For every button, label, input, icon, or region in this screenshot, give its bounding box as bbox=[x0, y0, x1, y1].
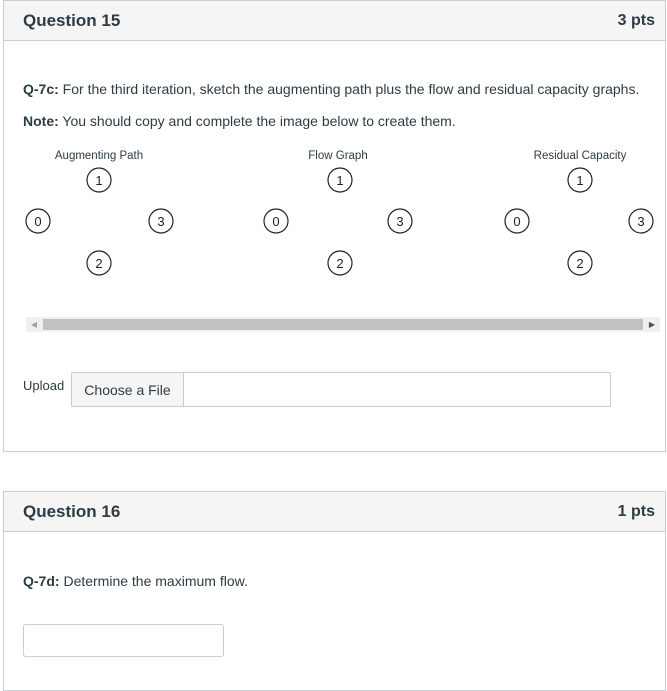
flow-graph bbox=[264, 150, 412, 275]
scroll-right-arrow-icon[interactable]: ▶ bbox=[648, 320, 656, 329]
question-16-header bbox=[4, 492, 665, 532]
question-15-card bbox=[3, 0, 666, 452]
node-label: 1 bbox=[95, 173, 103, 188]
node-3 bbox=[149, 209, 173, 233]
node-2 bbox=[568, 251, 592, 275]
graph-image bbox=[4, 1, 665, 301]
question-15-note-label: Note: bbox=[23, 113, 59, 129]
node-3 bbox=[629, 209, 653, 233]
question-15-prompt-text: For the third iteration, sketch the augmenting path plus the flow and residual capacity graphs. bbox=[58, 81, 640, 97]
residual-capacity-graph bbox=[505, 150, 653, 275]
node-label: 2 bbox=[95, 256, 103, 271]
node-label: 2 bbox=[576, 256, 584, 271]
node-label: 1 bbox=[336, 173, 344, 188]
flow-graph-title: Flow Graph bbox=[308, 150, 368, 162]
augmenting-path-title: Augmenting Path bbox=[54, 150, 144, 162]
choose-file-button[interactable]: Choose a File bbox=[72, 373, 184, 406]
node-0 bbox=[26, 209, 50, 233]
node-label: 0 bbox=[272, 214, 280, 229]
node-2 bbox=[87, 251, 111, 275]
scrollbar-thumb[interactable] bbox=[43, 319, 643, 330]
question-16-card bbox=[3, 491, 666, 691]
question-16-title: Question 16 bbox=[23, 501, 121, 521]
question-15-title: Question 15 bbox=[23, 10, 121, 30]
question-16-points: 1 pts bbox=[617, 502, 655, 520]
node-3 bbox=[388, 209, 412, 233]
upload-label: Upload bbox=[23, 378, 65, 393]
residual-capacity-title: Residual Capacity bbox=[533, 150, 627, 162]
node-label: 3 bbox=[637, 214, 645, 229]
node-0 bbox=[505, 209, 529, 233]
node-0 bbox=[264, 209, 288, 233]
augmenting-path-graph bbox=[26, 150, 173, 275]
file-upload-field[interactable] bbox=[71, 372, 611, 407]
node-2 bbox=[328, 251, 352, 275]
node-1 bbox=[328, 168, 352, 192]
question-15-points: 3 pts bbox=[617, 11, 655, 29]
question-15-note-text: You should copy and complete the image below to create them. bbox=[58, 113, 456, 129]
horizontal-scrollbar[interactable] bbox=[26, 317, 660, 332]
node-1 bbox=[87, 168, 111, 192]
node-label: 2 bbox=[336, 256, 344, 271]
question-16-prompt-text: Determine the maximum flow. bbox=[59, 573, 248, 589]
node-label: 1 bbox=[576, 173, 584, 188]
question-15-prompt-label: Q-7c: bbox=[23, 81, 59, 97]
node-label: 0 bbox=[34, 214, 42, 229]
question-16-prompt bbox=[23, 573, 248, 589]
max-flow-answer-input[interactable] bbox=[23, 624, 224, 657]
node-label: 0 bbox=[513, 214, 521, 229]
node-label: 3 bbox=[396, 214, 404, 229]
scroll-left-arrow-icon[interactable]: ◀ bbox=[30, 320, 38, 329]
node-1 bbox=[568, 168, 592, 192]
node-label: 3 bbox=[157, 214, 165, 229]
question-16-prompt-label: Q-7d: bbox=[23, 573, 60, 589]
